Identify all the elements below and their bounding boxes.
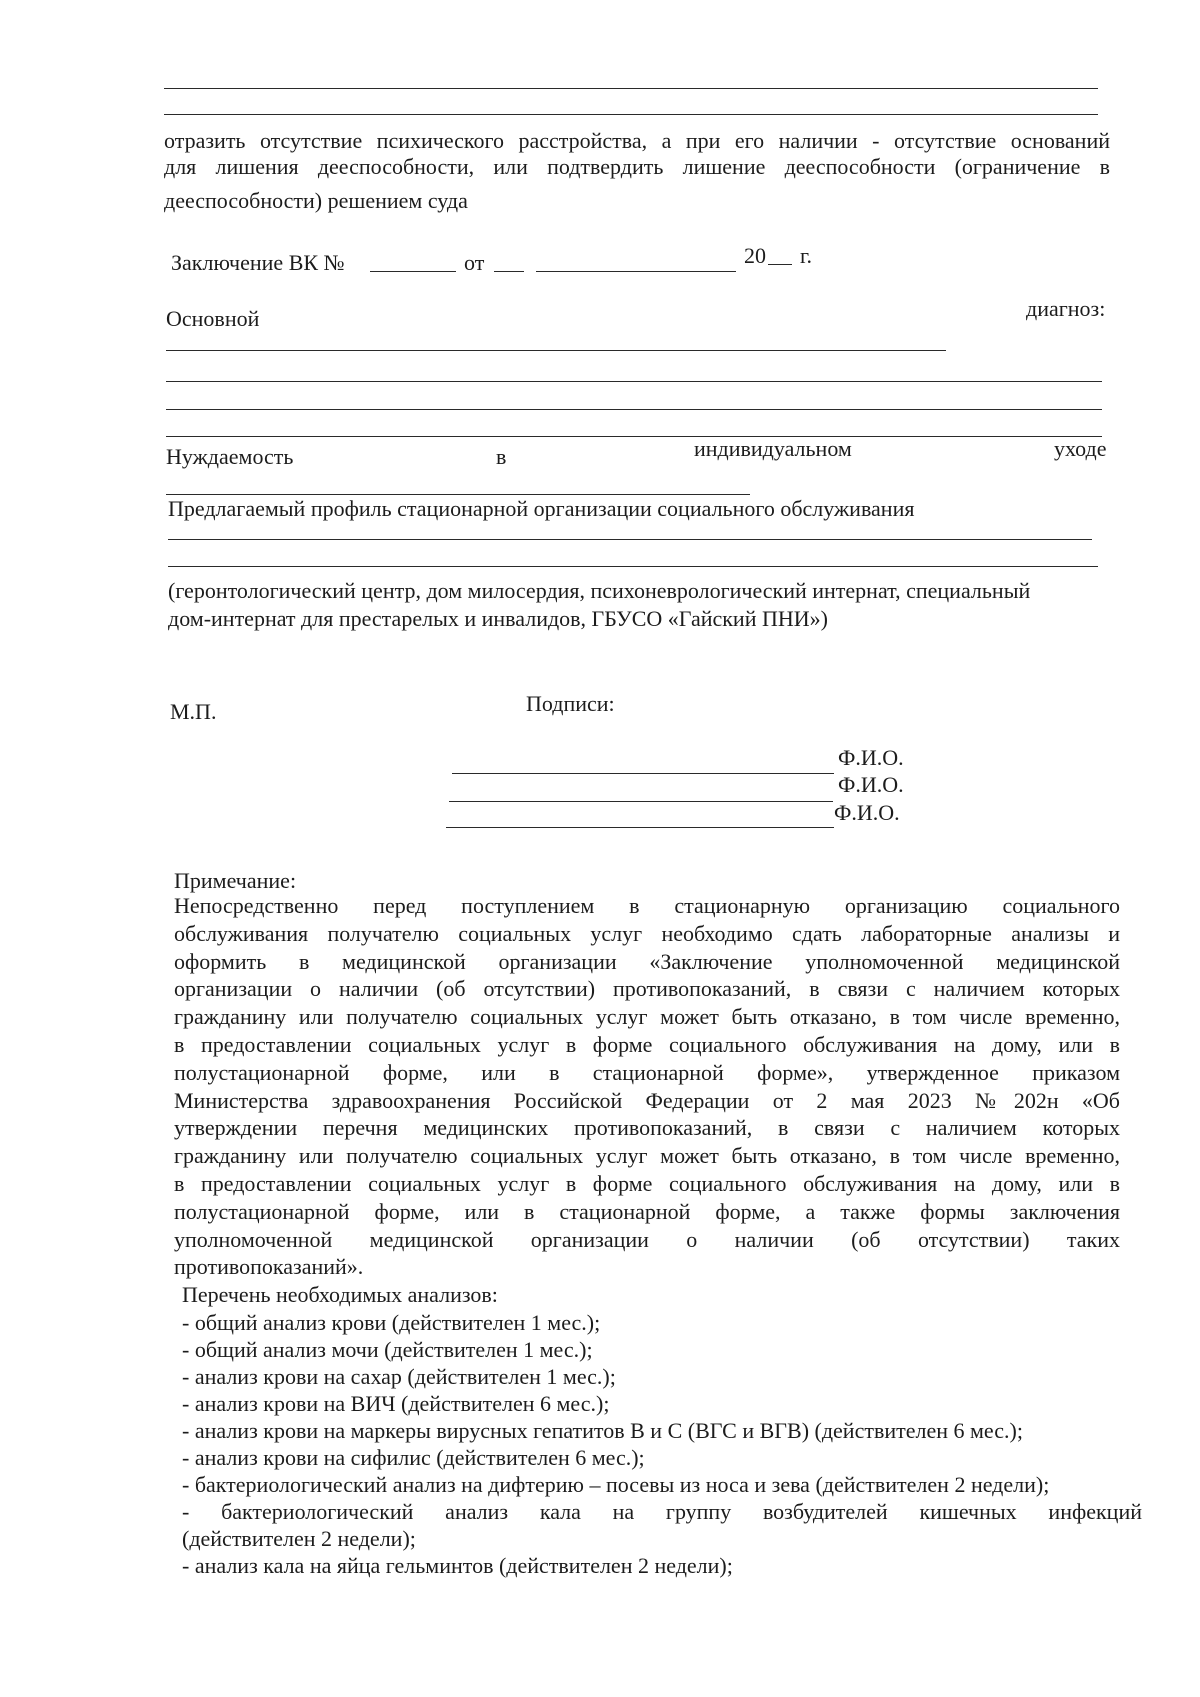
list-item: - бактериологический анализ на дифтерию – посевы из носа и зева (действителен 2 недели); — [182, 1472, 1050, 1497]
care-need-word: индивидуальном — [694, 436, 852, 461]
note-line: гражданину или получателю социальных услуг может быть отказано, в том числе временно, — [174, 1004, 1120, 1030]
profile-label: Предлагаемый профиль стационарной организации социального обслуживания — [168, 496, 915, 521]
vk-year-suffix: г. — [800, 243, 813, 268]
list-item: - анализ крови на ВИЧ (действителен 6 мес.); — [182, 1391, 610, 1416]
note-line: в предоставлении социальных услуг в форме социального обслуживания на дому, или в — [174, 1031, 1120, 1057]
vk-year-blank[interactable] — [768, 264, 792, 265]
care-need-word: в — [496, 444, 507, 469]
diagnosis-label-left: Основной — [166, 306, 260, 331]
note-line: Непосредственно перед поступлением в стационарную организацию социального — [174, 893, 1120, 918]
note-line: Министерства здравоохранения Российской Федерации от 2 мая 2023 №202н «Об — [174, 1087, 1120, 1113]
note-line: полустационарной форме, или в стационарной форме», утвержденное приказом — [174, 1059, 1120, 1085]
signature-fio: Ф.И.О. — [834, 800, 900, 825]
diagnosis-line[interactable] — [166, 350, 946, 351]
list-item: - общий анализ крови (действителен 1 мес.); — [182, 1310, 601, 1335]
note-line: организации о наличии (об отсутствии) противопоказаний, в связи с наличием которых — [174, 976, 1120, 1002]
list-item: - анализ крови на маркеры вирусных гепатитов В и С (ВГС и ВГВ) (действителен 6 мес.); — [182, 1418, 1023, 1443]
note-line: уполномоченной медицинской организации о наличии (об отсутствии) таких — [174, 1226, 1120, 1252]
care-need-line[interactable] — [166, 494, 750, 495]
profile-line[interactable] — [168, 539, 1092, 540]
diagnosis-line[interactable] — [166, 436, 1102, 437]
profile-line[interactable] — [168, 566, 1098, 567]
care-need-word: уходе — [1054, 436, 1107, 461]
profile-hint-line: дом-интернат для престарелых и инвалидов, ГБУСО «Гайский ПНИ») — [168, 606, 828, 631]
profile-hint-line: (геронтологический центр, дом милосердия, психоневрологический интернат, специальный — [168, 578, 1031, 603]
signature-fio: Ф.И.О. — [838, 772, 904, 797]
note-paragraph — [174, 892, 1120, 1281]
blank-line — [164, 88, 1098, 89]
signature-fio: Ф.И.О. — [838, 745, 904, 770]
tests-list-title: Перечень необходимых анализов: — [182, 1282, 498, 1307]
note-title: Примечание: — [174, 868, 297, 893]
diagnosis-line[interactable] — [166, 409, 1102, 410]
signature-line[interactable] — [449, 801, 833, 802]
top-text-line: отразить отсутствие психического расстройства, а при его наличии - отсутствие оснований — [164, 128, 1110, 153]
tests-list — [182, 1309, 1142, 1579]
note-line: в предоставлении социальных услуг в форме социального обслуживания на дому, или в — [174, 1170, 1120, 1196]
note-line: утверждении перечня медицинских противопоказаний, в связи с наличием которых — [174, 1115, 1120, 1141]
note-line: гражданину или получателю социальных услуг может быть отказано, в том числе временно, — [174, 1143, 1120, 1169]
signatures-label: Подписи: — [526, 691, 615, 716]
note-line: оформить в медицинской организации «Заключение уполномоченной медицинской — [174, 948, 1120, 974]
vk-from-label: от — [464, 250, 485, 275]
vk-number-blank[interactable] — [370, 271, 456, 272]
blank-line — [164, 114, 1098, 115]
note-line: обслуживания получателю социальных услуг необходимо сдать лабораторные анализы и — [174, 920, 1120, 946]
list-item: - анализ крови на сахар (действителен 1 мес.); — [182, 1364, 616, 1389]
top-text-line: дееспособности) решением суда — [164, 188, 468, 213]
list-item: - анализ крови на сифилис (действителен 6 мес.); — [182, 1445, 645, 1470]
list-item: - общий анализ мочи (действителен 1 мес.); — [182, 1337, 593, 1362]
vk-month-blank[interactable] — [536, 271, 736, 272]
note-line: противопоказаний». — [174, 1254, 364, 1280]
vk-label: Заключение ВК № — [171, 250, 345, 275]
diagnosis-label-right: диагноз: — [1026, 296, 1106, 321]
vk-year-prefix: 20 — [744, 243, 766, 268]
list-item: - бактериологический анализ кала на группу возбудителей кишечных инфекций — [182, 1499, 1142, 1524]
stamp-label: М.П. — [170, 699, 217, 724]
note-line: полустационарной форме, или в стационарной форме, а также формы заключения — [174, 1198, 1120, 1224]
top-text-line: для лишения дееспособности, или подтвердить лишение дееспособности (ограничение в — [164, 154, 1110, 179]
vk-day-blank[interactable] — [494, 271, 524, 272]
list-item: (действителен 2 недели); — [182, 1526, 416, 1551]
signature-line[interactable] — [452, 773, 834, 774]
care-need-word: Нуждаемость — [166, 444, 294, 469]
signature-line[interactable] — [446, 827, 834, 828]
diagnosis-line[interactable] — [166, 381, 1102, 382]
list-item: - анализ кала на яйца гельминтов (действителен 2 недели); — [182, 1553, 733, 1578]
